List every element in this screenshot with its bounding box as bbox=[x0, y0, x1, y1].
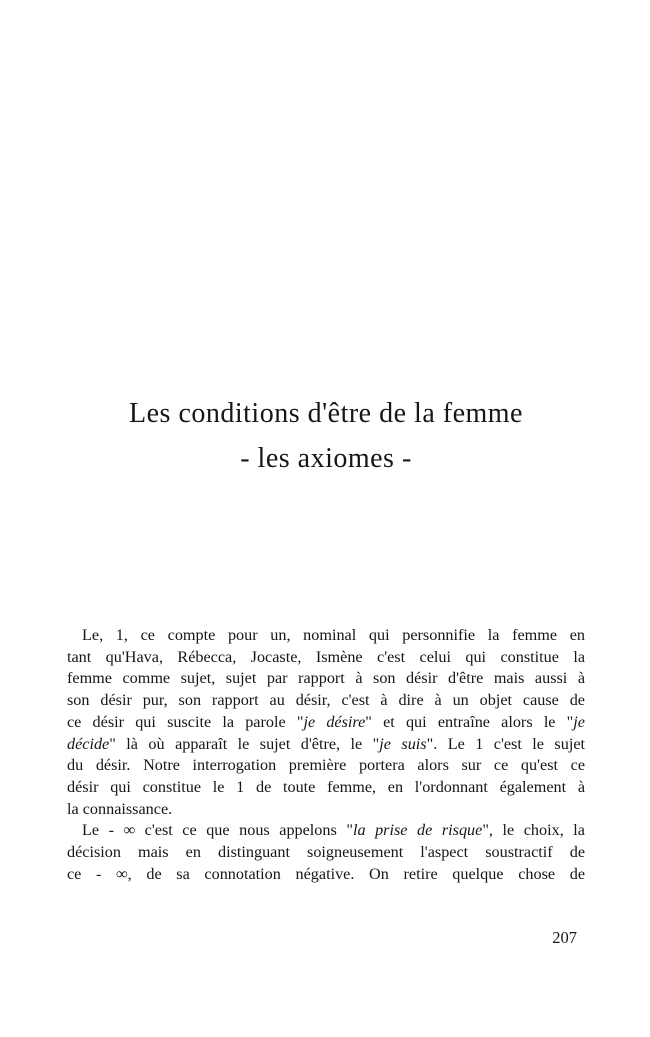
text-line bbox=[67, 842, 585, 864]
chapter-title-line-2: - les axiomes - bbox=[240, 443, 412, 474]
italic-text-segment: je bbox=[573, 712, 585, 731]
text-segment: décision mais en distinguant soigneusement l'aspect soustractif de bbox=[67, 843, 585, 862]
text-line bbox=[67, 777, 585, 799]
text-line bbox=[67, 820, 585, 842]
text-segment: , de sa connotation négative. On retire quelque chose de bbox=[127, 864, 586, 883]
text-segment: ce désir qui suscite la parole " bbox=[67, 712, 304, 731]
text-line bbox=[67, 668, 585, 690]
italic-text-segment: ∞ bbox=[116, 864, 128, 883]
text-line bbox=[67, 690, 585, 712]
text-segment: la connaissance. bbox=[67, 799, 173, 818]
text-line bbox=[67, 755, 585, 777]
text-segment: " et qui entraîne alors le " bbox=[365, 712, 574, 731]
page-number: 207 bbox=[552, 928, 577, 947]
body-text bbox=[67, 625, 585, 885]
chapter-title-line-1: Les conditions d'être de la femme bbox=[129, 398, 523, 429]
text-segment: Le, 1, ce compte pour un, nominal qui personnifie la femme en bbox=[82, 626, 585, 644]
chapter-title bbox=[67, 391, 585, 481]
italic-text-segment: décide bbox=[67, 734, 110, 753]
text-line bbox=[67, 799, 585, 821]
text-segment: désir qui constitue le 1 de toute femme, en l'ordonnant également à bbox=[67, 777, 585, 796]
text-segment: Le - bbox=[82, 821, 124, 840]
text-segment: " là où apparaît le sujet d'être, le " bbox=[109, 734, 380, 753]
text-line bbox=[67, 647, 585, 669]
italic-text-segment: la prise de risque bbox=[352, 821, 483, 840]
italic-text-segment: je suis bbox=[379, 734, 427, 753]
paragraph bbox=[67, 820, 585, 885]
text-segment: du désir. Notre interrogation première portera alors sur ce qu'est ce bbox=[67, 756, 585, 775]
text-line bbox=[67, 734, 585, 756]
italic-text-segment: je désire bbox=[303, 712, 366, 731]
text-line bbox=[67, 864, 585, 886]
text-line bbox=[67, 625, 585, 647]
italic-text-segment: ∞ bbox=[123, 821, 136, 840]
paragraph bbox=[67, 625, 585, 820]
text-line bbox=[67, 712, 585, 734]
text-segment: c'est ce que nous appelons " bbox=[135, 821, 353, 840]
text-segment: ". Le 1 c'est le sujet bbox=[426, 734, 585, 753]
text-segment: femme comme sujet, sujet par rapport à son désir d'être mais aussi à bbox=[67, 669, 585, 688]
text-segment: son désir pur, son rapport au désir, c'est à dire à un objet cause de bbox=[67, 691, 585, 710]
text-segment: tant qu'Hava, Rébecca, Jocaste, Ismène c'est celui qui constitue la bbox=[67, 647, 585, 666]
text-segment: ", le choix, la bbox=[482, 821, 585, 840]
text-segment: ce - bbox=[67, 864, 117, 883]
